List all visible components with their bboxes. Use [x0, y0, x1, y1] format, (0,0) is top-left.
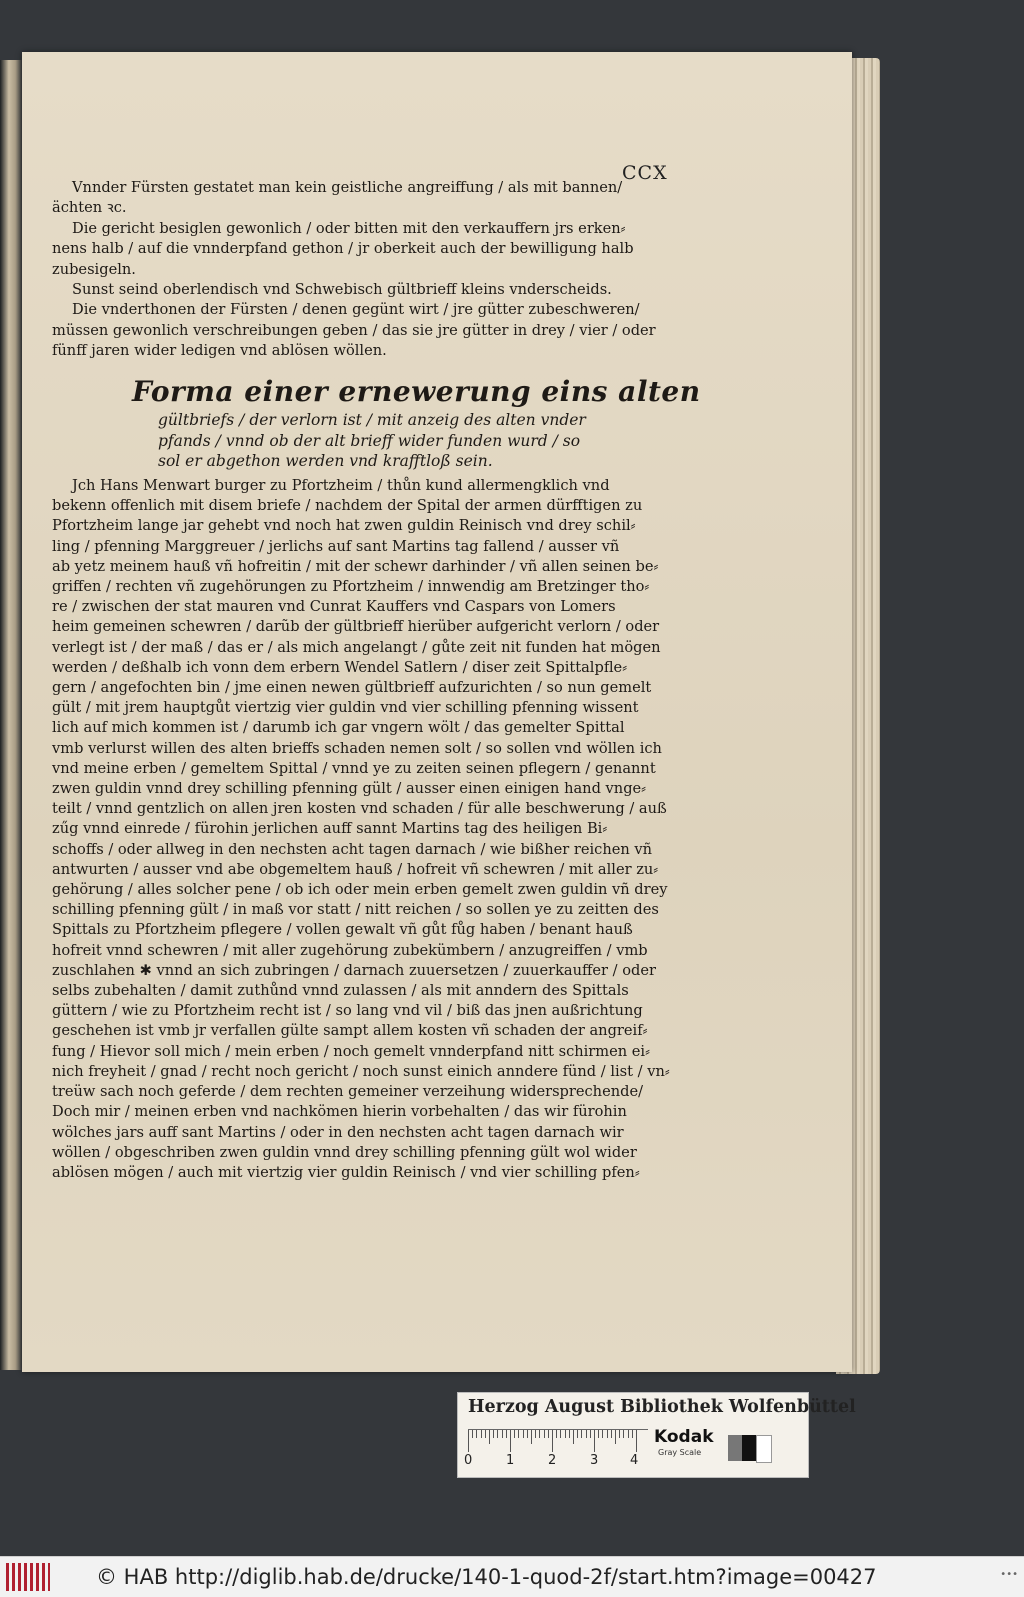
ruler-tick [598, 1430, 599, 1438]
line: fünff jaren wider ledigen vnd ablösen wöllen. [52, 342, 387, 360]
white-swatch [756, 1435, 772, 1463]
more-icon[interactable]: ••• [1000, 1569, 1018, 1580]
ruler-tick [497, 1430, 498, 1438]
ruler-tick [506, 1430, 507, 1438]
line: wöllen / obgeschriben zwen guldin vnnd drey schilling pfenning gült wol wider [52, 1143, 637, 1161]
ruler-tick [632, 1430, 633, 1438]
library-name: Herzog August Bibliothek Wolfenbüttel [468, 1397, 856, 1417]
ruler-tick [472, 1430, 473, 1438]
left-page-edge [0, 60, 22, 1370]
paragraph-4 [52, 300, 714, 361]
section-heading [132, 374, 712, 472]
line: zűg vnnd einrede / fürohin jerlichen auff sannt Martins tag des heiligen Bi⸗ [52, 820, 608, 838]
line: lich auf mich kommen ist / darumb ich gar vngern wölt / das gemelter Spittal [52, 719, 625, 737]
ruler-tick [481, 1430, 482, 1438]
body-paragraph [52, 476, 714, 1183]
line: Spittals zu Pfortzheim pflegere / vollen gewalt vñ gůt fůg haben / benant hauß [52, 921, 633, 939]
line: schoffs / oder allweg in den nechsten acht tagen darnach / wie bißher reichen vñ [52, 840, 653, 858]
line: selbs zubehalten / damit zuthůnd vnnd zulassen / als mit anndern des Spittals [52, 982, 629, 1000]
ruler-tick [594, 1430, 595, 1452]
ruler-tick [548, 1430, 549, 1438]
footer-bar [0, 1556, 1024, 1597]
ruler-tick [569, 1430, 570, 1438]
ruler-number: 3 [590, 1453, 599, 1468]
book-page [22, 52, 852, 1372]
line: wölches jars auff sant Martins / oder in den nechsten acht tagen darnach wir [52, 1123, 624, 1141]
line: nich freyheit / gnad / recht noch gericht / noch sunst einich anndere fünd / list / vn⸗ [52, 1062, 670, 1080]
ruler-tick [552, 1430, 553, 1452]
line: sol er abgethon werden vnd krafftloß sein. [158, 452, 493, 470]
line: fung / Hievor soll mich / mein erben / noch gemelt vnnderpfand nitt schirmen ei⸗ [52, 1042, 650, 1060]
ruler-tick [544, 1430, 545, 1438]
line: teilt / vnnd gentzlich on allen jren kosten vnd schaden / für alle beschwerung / auß [52, 800, 667, 818]
line: antwurten / ausser vnd abe obgemeltem hauß / hofreit vñ schewren / mit aller zu⸗ [52, 860, 659, 878]
line: griffen / rechten vñ zugehörungen zu Pfortzheim / innwendig am Bretzinger tho⸗ [52, 578, 650, 596]
ruler-tick [556, 1430, 557, 1438]
ruler-tick [493, 1430, 494, 1438]
line: heim gemeinen schewren / darũb der gültbrieff hierüber aufgericht verlorn / oder [52, 618, 660, 636]
ruler-number: 0 [464, 1453, 473, 1468]
line: ab yetz meinem hauß vñ hofreitin / mit der schewr darhinder / vñ allen seinen be⸗ [52, 557, 659, 575]
line: vnd meine erben / gemeltem Spittal / vnnd ye zu zeiten seinen pflegern / genannt [52, 759, 656, 777]
line: schilling pfenning gült / in maß vor statt / nitt reichen / so sollen ye zu zeitten des [52, 901, 659, 919]
line: bekenn offenlich mit disem briefe / nachdem der Spital der armen dürfftigen zu [52, 497, 643, 515]
ruler-tick [619, 1430, 620, 1438]
ruler [468, 1429, 648, 1454]
line: re / zwischen der stat mauren vnd Cunrat Kauffers vnd Caspars von Lomers [52, 598, 616, 616]
ruler-tick [518, 1430, 519, 1438]
ruler-number: 4 [630, 1453, 639, 1468]
ruler-tick [489, 1430, 490, 1444]
line: gült / mit jrem hauptgůt viertzig vier guldin vnd vier schilling pfenning wissent [52, 699, 639, 717]
line: werden / deßhalb ich vonn dem erbern Wendel Satlern / diser zeit Spittalpfle⸗ [52, 658, 628, 676]
line: geschehen ist vmb jr verfallen gülte sampt allem kosten vñ schaden der angreif⸗ [52, 1022, 648, 1040]
line: müssen gewonlich verschreibungen geben / das sie jre gütter in drey / vier / oder [52, 321, 656, 339]
ruler-number: 1 [506, 1453, 515, 1468]
line: gern / angefochten bin / jme einen newen gültbrieff aufzurichten / so nun gemelt [52, 679, 652, 697]
ruler-tick [485, 1430, 486, 1438]
line: Sunst seind oberlendisch vnd Schwebisch gültbrieff kleins vnderscheids. [72, 281, 612, 299]
line: gültbriefs / der verlorn ist / mit anzeig des alten vnder [158, 411, 586, 429]
ruler-tick [586, 1430, 587, 1438]
ruler-tick [636, 1430, 637, 1452]
kodak-logo: Kodak [654, 1427, 714, 1447]
black-swatch [742, 1435, 756, 1461]
line: gehörung / alles solcher pene / ob ich oder mein erben gemelt zwen guldin vñ drey [52, 881, 668, 899]
main-text [52, 476, 714, 1183]
heading-subtitle [132, 410, 712, 472]
heading-title: Forma einer ernewerung eins alten [132, 375, 701, 408]
ruler-tick [615, 1430, 616, 1444]
line: pfands / vnnd ob der alt brieff wider funden wurd / so [158, 431, 581, 450]
paragraph-3 [52, 280, 714, 300]
color-target-card [457, 1392, 856, 1478]
line: Die vnderthonen der Fürsten / denen gegünt wirt / jre gütter zubeschweren/ [72, 301, 640, 319]
ruler-tick [527, 1430, 528, 1438]
gray-swatch [728, 1435, 742, 1461]
ruler-tick [514, 1430, 515, 1438]
line: Vnnder Fürsten gestatet man kein geistliche angreiffung / als mit bannen/ [72, 179, 623, 196]
line: zwen guldin vnnd drey schilling pfenning gült / ausser einen einigen hand vnge⸗ [52, 780, 647, 798]
line: ablösen mögen / auch mit viertzig vier guldin Reinisch / vnd vier schilling pfen⸗ [52, 1163, 640, 1181]
ruler-tick [590, 1430, 591, 1438]
line: nens halb / auf die vnnderpfand gethon / jr oberkeit auch der bewilligung halb [52, 240, 634, 258]
line: treüw sach noch geferde / dem rechten gemeiner verzeihung widersprechende/ [52, 1083, 644, 1101]
line: hofreit vnnd schewren / mit aller zugehörung zubekümbern / anzugreiffen / vmb [52, 941, 648, 959]
footer-url[interactable]: © HAB http://diglib.hab.de/drucke/140-1-quod-2f/start.htm?image=00427 [96, 1565, 877, 1589]
line: zubesigeln. [52, 260, 136, 278]
ruler-tick [623, 1430, 624, 1438]
ruler-tick [581, 1430, 582, 1438]
ruler-tick [502, 1430, 503, 1438]
line: Doch mir / meinen erben vnd nachkömen hierin vorbehalten / das wir fürohin [52, 1103, 627, 1121]
line: Jch Hans Menwart burger zu Pfortzheim / thůn kund allermengklich vnd [72, 477, 610, 494]
ruler-tick [523, 1430, 524, 1438]
ruler-tick [577, 1430, 578, 1438]
ruler-tick [602, 1430, 603, 1438]
ruler-tick [510, 1430, 511, 1452]
line: ächten ꝛc. [52, 199, 127, 217]
ruler-tick [611, 1430, 612, 1438]
line: Pfortzheim lange jar gehebt vnd noch hat zwen guldin Reinisch vnd drey schil⸗ [52, 517, 636, 535]
line: zuschlahen ✱ vnnd an sich zubringen / darnach zuuersetzen / zuuerkauffer / oder [52, 961, 656, 979]
ruler-tick [535, 1430, 536, 1438]
ruler-tick [560, 1430, 561, 1438]
paragraph-2 [52, 219, 714, 280]
line: Die gericht besiglen gewonlich / oder bitten mit den verkauffern jrs erken⸗ [72, 219, 626, 237]
line: güttern / wie zu Pfortzheim recht ist / so lang vnd vil / biß das jnen außrichtung [52, 1002, 643, 1020]
ruler-tick [468, 1430, 469, 1452]
hab-logo-icon [6, 1563, 50, 1591]
ruler-tick [607, 1430, 608, 1438]
folio-number: CCX [622, 162, 668, 184]
ruler-tick [539, 1430, 540, 1438]
gray-scale-label: Gray Scale [658, 1448, 702, 1457]
line: verlegt ist / der maß / das er / als mich angelangt / gůte zeit nit funden hat mögen [52, 638, 661, 656]
ruler-number: 2 [548, 1453, 557, 1468]
ruler-tick [531, 1430, 532, 1444]
ruler-tick [476, 1430, 477, 1438]
ruler-tick [573, 1430, 574, 1444]
ruler-tick [565, 1430, 566, 1438]
intro-text [52, 178, 714, 362]
line: vmb verlurst willen des alten brieffs schaden nemen solt / so sollen vnd wöllen ich [52, 739, 662, 757]
paragraph-1 [52, 178, 714, 219]
ruler-tick [628, 1430, 629, 1438]
line: ling / pfenning Marggreuer / jerlichs auf sant Martins tag fallend / ausser vñ [52, 537, 620, 555]
